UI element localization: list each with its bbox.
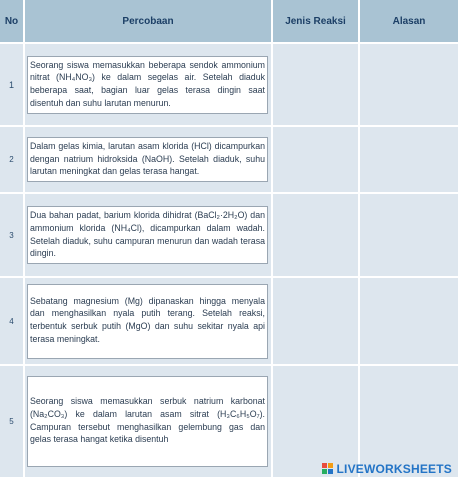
header-alasan: Alasan — [359, 0, 458, 43]
jenis-reaksi-answer-cell[interactable] — [272, 43, 359, 126]
alasan-answer-cell[interactable] — [359, 126, 458, 193]
row-number: 4 — [0, 277, 24, 365]
experiment-cell — [24, 43, 272, 126]
jenis-reaksi-answer-cell[interactable] — [272, 126, 359, 193]
experiment-cell — [24, 277, 272, 365]
header-percobaan: Percobaan — [24, 0, 272, 43]
alasan-answer-cell[interactable] — [359, 193, 458, 277]
liveworksheets-logo[interactable] — [322, 462, 452, 476]
table-row — [0, 126, 458, 193]
experiment-cell — [24, 193, 272, 277]
alasan-answer-cell[interactable] — [359, 277, 458, 365]
row-number: 1 — [0, 43, 24, 126]
alasan-answer-cell[interactable] — [359, 365, 458, 477]
logo-text: LIVEWORKSHEETS — [336, 462, 452, 476]
row-number: 2 — [0, 126, 24, 193]
experiment-text: Sebatang magnesium (Mg) dipanaskan hingga menyala dan menghasilkan nyala putih terang. Setelah reaksi, terbentuk serbuk putih (MgO) dan suhu sekitar nyala api terasa meningkat. — [27, 284, 268, 359]
liveworksheets-logo-icon — [322, 463, 335, 475]
experiment-cell — [24, 126, 272, 193]
experiment-text: Seorang siswa memasukkan serbuk natrium karbonat (Na₂CO₃) ke dalam larutan asam sitrat (H₃C₆H₅O₇). Campuran tersebut menghasilkan gelembung gas dan gelas terasa hangat ketika disentuh — [27, 376, 268, 467]
header-jenis-reaksi: Jenis Reaksi — [272, 0, 359, 43]
table-row — [0, 365, 458, 477]
header-no: No — [0, 0, 24, 43]
row-number: 5 — [0, 365, 24, 477]
experiment-text: Dalam gelas kimia, larutan asam klorida (HCl) dicampurkan dengan natrium hidroksida (NaOH). Setelah diaduk, suhu larutan meningkat dan gelas terasa hangat. — [27, 137, 268, 182]
jenis-reaksi-answer-cell[interactable] — [272, 277, 359, 365]
experiment-cell — [24, 365, 272, 477]
jenis-reaksi-answer-cell[interactable] — [272, 365, 359, 477]
experiment-text: Seorang siswa memasukkan beberapa sendok ammonium nitrat (NH₄NO₃) ke dalam segelas air. Setelah diaduk beberapa saat, bagian luar gelas terasa dingin saat disentuh dan suhu larutan menurun. — [27, 56, 268, 114]
row-number: 3 — [0, 193, 24, 277]
table-row — [0, 277, 458, 365]
alasan-answer-cell[interactable] — [359, 43, 458, 126]
table-row — [0, 43, 458, 126]
experiment-text: Dua bahan padat, barium klorida dihidrat (BaCl₂·2H₂O) dan ammonium klorida (NH₄Cl), dicampurkan dalam wadah. Setelah diaduk, suhu campuran menurun dan wadah terasa dingin. — [27, 206, 268, 264]
table-row — [0, 193, 458, 277]
jenis-reaksi-answer-cell[interactable] — [272, 193, 359, 277]
table-header-row — [0, 0, 458, 43]
